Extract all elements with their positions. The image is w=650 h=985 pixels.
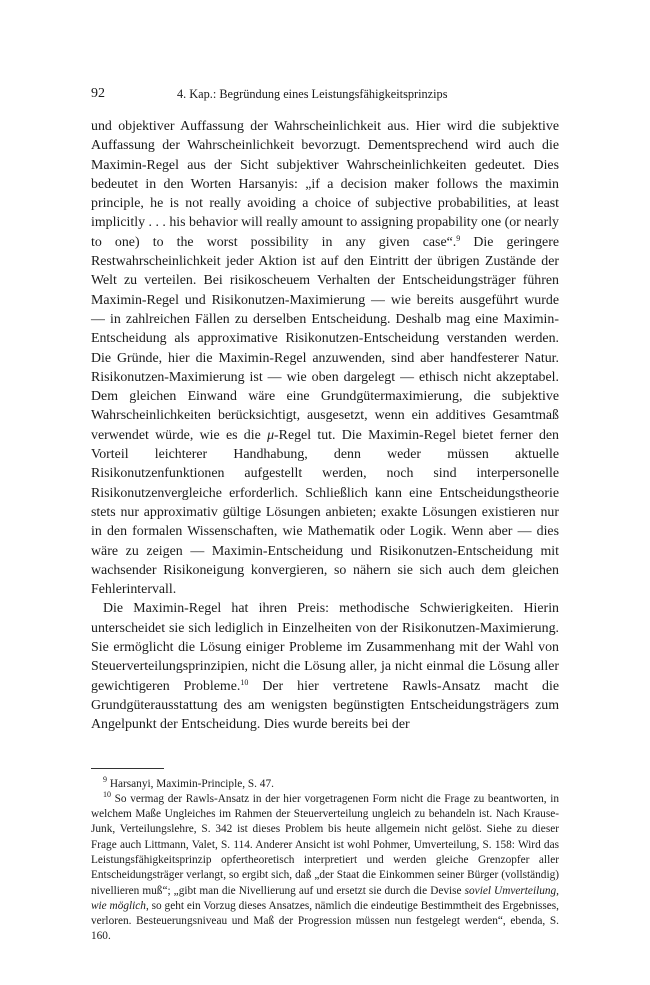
footnote-10 [91,789,559,945]
page-header [91,86,559,106]
body-text [91,117,559,735]
paragraph-2-text-b: Der hier vertretene Rawls-Ansatz macht die Grundgüterausstattung des am wenigsten begünstigten Entscheidungsträgers zum Angelpunkt der Entscheidung. Dies wurde bereits bei der [91,678,559,733]
paragraph-2 [91,599,559,734]
footnotes [91,774,559,945]
book-page [91,86,559,945]
footnote-9 [91,774,559,792]
footnote-10-text-a: So vermag der Rawls-Ansatz in der hier vorgetragenen Form nicht die Frage zu beantworten, in welchem Maße Ungleiches im Rahmen der Steuerverteilung ungleich zu behandeln ist. Nach Krause-Junk, Verteilungslehre, S. 342 ist dieses Problem bis heute allgemein nicht gelöst. Siehe zu dieser Frage auch Littmann, Valet, S. 114. Anderer Ansicht ist wohl Pohmer, Umverteilung, S. 158: Wird das Leistungsfähigkeitsprinzip opfertheoretisch interpretiert und werden gleiche Grenzopfer aller Entscheidungsträger verlangt, so ergibt sich, daß „der Staat die Einkommen seiner Bürger (vollständig) nivellieren muß“; „gibt man die Nivellierung auf und ersetzt sie durch die Devise [91,792,559,897]
paragraph-1-text-b: Die geringere Restwahrscheinlichkeit jeder Aktion ist auf den Eintritt der übrigen Zustände der Welt zu verteilen. Bei risikoscheuem Verhalten der Entscheidungsträger führen Maximin-Regel und Risikonutzen-Maximierung — wie bereits ausgeführt wurde — in zahlreichen Fällen zu derselben Entscheidung. Deshalb mag eine Maximin-Entscheidung als approximative Risikonutzen-Entscheidung verstanden werden. Die Gründe, hier die Maximin-Regel anzuwenden, sind aber handfesterer Natur. Risikonutzen-Maximierung ist — wie oben dargelegt — ethisch nicht akzeptabel. Dem gleichen Einwand wäre eine Grundgütermaximierung, die subjektive Wahrscheinlichkeiten berücksichtigt, ausgesetzt, wenn ein additives Gesamtmaß verwendet würde, wie es die [91,234,559,443]
paragraph-1-text-a: und objektiver Auffassung der Wahrscheinlichkeit aus. Hier wird die subjektive Auffassung der Wahrscheinlichkeit bevorzugt. Dementsprechend wird auch die Maximin-Regel aus der Sicht subjektiver Wahrscheinlichkeiten gedeutet. Dies bedeutet in den Worten Harsanyis: „if a decision maker follows the maximin principle, he is not really avoiding a choice of subjective probabilities, at least implicitly . . . his behavior will really amount to assigning propability one (or nearly to one) to the worst possibility in any given case“. [91,119,559,250]
footnote-ref-10: 10 [240,677,249,687]
paragraph-1 [91,117,559,599]
footnote-ref-9: 9 [456,233,461,243]
footnote-10-italic: soviel Umverteilung, wie möglich [91,884,559,912]
footnote-9-text: Harsanyi, Maximin-Principle, S. 47. [107,777,274,790]
running-head: 4. Kap.: Begründung eines Leistungsfähigkeitsprinzips [177,87,448,101]
mu-symbol: μ [267,427,275,443]
footnote-9-number: 9 [103,774,107,784]
paragraph-2-text-a: Die Maximin-Regel hat ihren Preis: methodische Schwierigkeiten. Hierin unterscheidet sie sich lediglich in Einzelheiten von der Risikonutzen-Maximierung. Sie ermöglicht die Lösung einiger Probleme im Zusammenhang mit der Wahl von Steuerverteilungsprinzipien, nicht die Lösung aller, ja nicht einmal die Lösung aller gewichtigeren Probleme. [91,601,559,694]
footnote-10-number: 10 [103,789,111,799]
page-number: 92 [91,86,105,101]
paragraph-1-text-c: -Regel tut. Die Maximin-Regel bietet ferner den Vorteil leichterer Handhabung, denn weder müssen aktuelle Risikonutzenfunktionen aufgestellt werden, noch sind interpersonelle Risikonutzenvergleiche erforderlich. Schließlich kann eine Entscheidungstheorie stets nur approximativ gültige Lösungen anbieten; exakte Lösungen existieren nur in den formalen Wissenschaften, wie Mathematik oder Logik. Wenn aber — dies wäre zu zeigen — Maximin-Entscheidung und Risikonutzen-Entscheidung mit wachsender Risikoneigung konvergieren, so nähern sie sich auch dem gleichen Fehlerintervall. [91,427,559,598]
footnote-10-text-b: , so geht ein Vorzug dieses Ansatzes, nämlich die eindeutige Bestimmtheit des Ergebnisses, verloren. Besteuerungsniveau und Maß der Progression müssen nun festgelegt werden“, ebenda, S. 160. [91,899,559,943]
footnote-divider [91,768,164,769]
